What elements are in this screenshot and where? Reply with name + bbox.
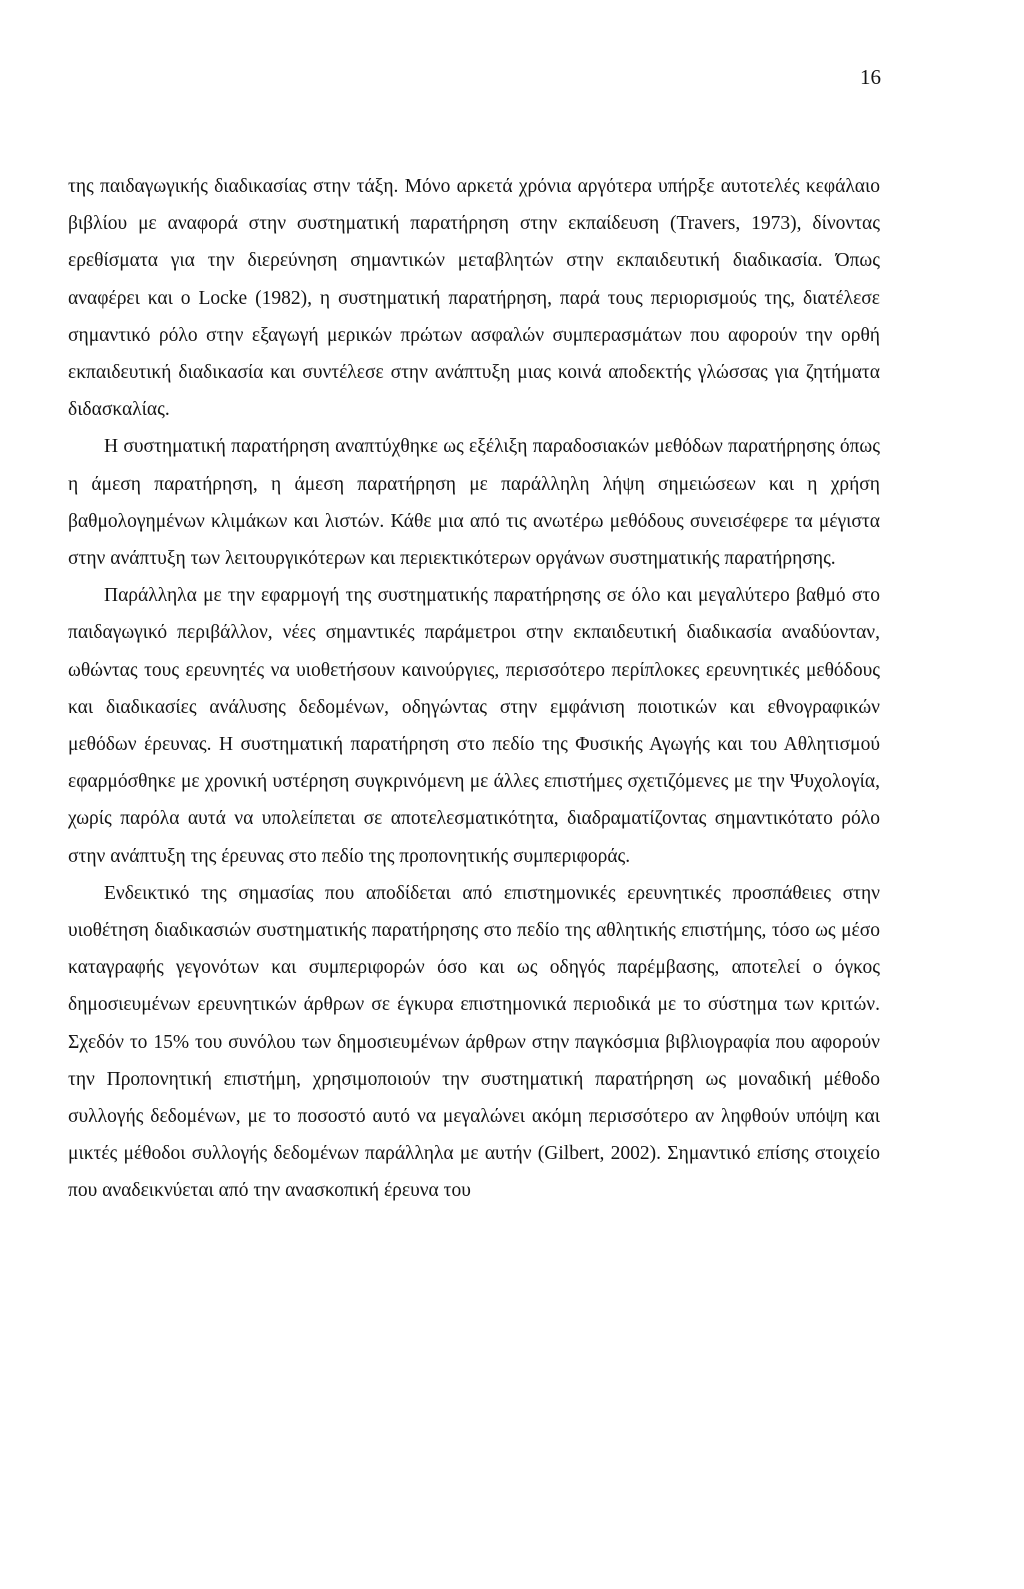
paragraph-4: Ενδεικτικό της σημασίας που αποδίδεται από επιστημονικές ερευνητικές προσπάθειες στην υιοθέτηση διαδικασιών συστηματικής παρατήρησης στο πεδίο της αθλητικής επιστήμης, τόσο ως μέσο καταγραφής γεγονότων και συμπεριφορών όσο και ως οδηγός παρέμβασης, αποτελεί ο όγκος δημοσιευμένων ερευνητικών άρθρων σε έγκυρα επιστημονικά περιοδικά με το σύστημα των κριτών. Σχεδόν το 15% του συνόλου των δημοσιευμένων άρθρων στην παγκόσμια βιβλιογραφία που αφορούν την Προπονητική επιστήμη, χρησιμοποιούν την συστηματική παρατήρηση ως μοναδική μέθοδο συλλογής δεδομένων, με το ποσοστό αυτό να μεγαλώνει ακόμη περισσότερο αν ληφθούν υπόψη και μικτές μέθοδοι συλλογής δεδομένων παράλληλα με αυτήν (Gilbert, 2002). Σημαντικό επίσης στοιχείο που αναδεικνύεται από την ανασκοπική έρευνα του <box>68 882 880 1202</box>
body-text <box>68 168 880 1210</box>
page-number: 16 <box>860 65 881 89</box>
paragraph-1: της παιδαγωγικής διαδικασίας στην τάξη. Μόνο αρκετά χρόνια αργότερα υπήρξε αυτοτελές κεφάλαιο βιβλίου με αναφορά στην συστηματική παρατήρηση στην εκπαίδευση (Travers, 1973), δίνοντας ερεθίσματα για την διερεύνηση σημαντικών μεταβλητών στην εκπαιδευτική διαδικασία. Όπως αναφέρει και ο Locke (1982), η συστηματική παρατήρηση, παρά τους περιορισμούς της, διατέλεσε σημαντικό ρόλο στην εξαγωγή μερικών πρώτων ασφαλών συμπερασμάτων που αφορούν την ορθή εκπαιδευτική διαδικασία και συντέλεσε στην ανάπτυξη μιας κοινά αποδεκτής γλώσσας για ζητήματα διδασκαλίας. <box>68 176 880 421</box>
paragraph-3: Παράλληλα με την εφαρμογή της συστηματικής παρατήρησης σε όλο και μεγαλύτερο βαθμό στο παιδαγωγικό περιβάλλον, νέες σημαντικές παράμετροι στην εκπαιδευτική διαδικασία αναδύονταν, ωθώντας τους ερευνητές να υιοθετήσουν καινούργιες, περισσότερο περίπλοκες ερευνητικές μεθόδους και διαδικασίες ανάλυσης δεδομένων, οδηγώντας στην εμφάνιση ποιοτικών και εθνογραφικών μεθόδων έρευνας. Η συστηματική παρατήρηση στο πεδίο της Φυσικής Αγωγής και του Αθλητισμού εφαρμόσθηκε με χρονική υστέρηση συγκρινόμενη με άλλες επιστήμες σχετιζόμενες με την Ψυχολογία, χωρίς παρόλα αυτά να υπολείπεται σε αποτελεσματικότητα, διαδραματίζοντας σημαντικότατο ρόλο στην ανάπτυξη της έρευνας στο πεδίο της προπονητικής συμπεριφοράς. <box>68 585 880 867</box>
paragraph-2: Η συστηματική παρατήρηση αναπτύχθηκε ως εξέλιξη παραδοσιακών μεθόδων παρατήρησης όπως η άμεση παρατήρηση, η άμεση παρατήρηση με παράλληλη λήψη σημειώσεων και η χρήση βαθμολογημένων κλιμάκων και λιστών. Κάθε μια από τις ανωτέρω μεθόδους συνεισέφερε τα μέγιστα στην ανάπτυξη των λειτουργικότερων και περιεκτικότερων οργάνων συστηματικής παρατήρησης. <box>68 436 880 570</box>
